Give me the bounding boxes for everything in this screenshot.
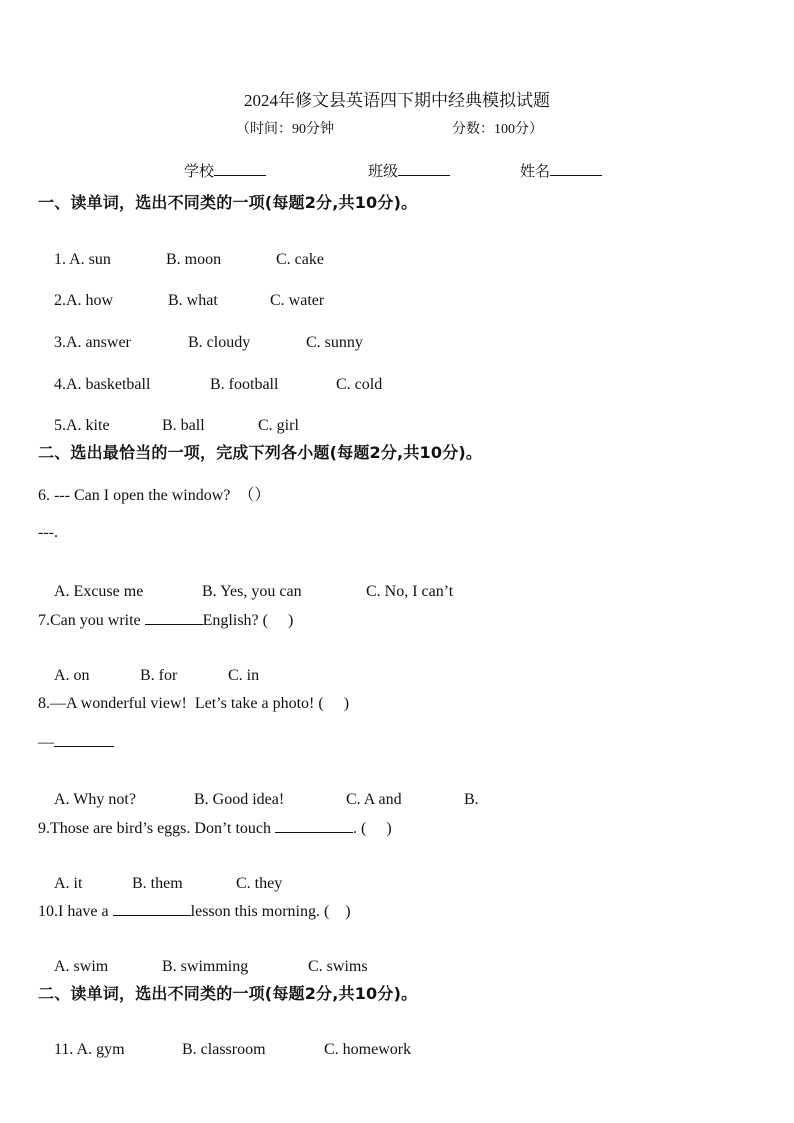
q8-option-d: B.	[464, 791, 479, 808]
q5-option-c: C. girl	[258, 417, 299, 434]
school-label: 学校	[184, 164, 215, 180]
q11-option-c: C. homework	[324, 1041, 412, 1058]
class-label: 班级	[368, 164, 399, 180]
q8-option-b: B. Good idea!	[194, 791, 285, 808]
school-field	[184, 160, 266, 181]
q7-option-c: C. in	[228, 667, 260, 684]
q2-option-c: C. water	[270, 292, 325, 309]
q11-option-b: B. classroom	[182, 1041, 266, 1058]
q3-option-a: 3.A. answer	[54, 334, 131, 351]
class-field	[368, 160, 450, 181]
q10-answer-blank[interactable]	[113, 901, 191, 916]
q8-reply-dash: —	[38, 734, 54, 751]
q8-option-a: A. Why not?	[54, 791, 136, 808]
q3-option-c: C. sunny	[306, 334, 363, 351]
q1-option-c: C. cake	[276, 251, 324, 268]
question-11	[38, 1023, 411, 1077]
section-3-title: 二、读单词，选出不同类的一项(每题2分,共10分)。	[38, 984, 418, 1003]
q7-stem-pre: 7.Can you write	[38, 612, 145, 629]
q10-option-b: B. swimming	[162, 958, 249, 975]
name-label: 姓名	[520, 164, 551, 180]
q1-option-b: B. moon	[166, 251, 222, 268]
q4-option-a: 4.A. basketball	[54, 376, 151, 393]
q10-option-a: A. swim	[54, 958, 109, 975]
q10-stem-post: lesson this morning. ( )	[190, 903, 351, 920]
question-6-reply: ---.	[38, 524, 58, 541]
q3-option-b: B. cloudy	[188, 334, 251, 351]
q6-option-b: B. Yes, you can	[202, 583, 302, 600]
section-2-title: 二、选出最恰当的一项，完成下列各小题(每题2分,共10分)。	[38, 443, 483, 462]
class-blank[interactable]	[398, 161, 450, 176]
q7-stem-post: English? ( )	[202, 612, 294, 629]
q1-option-a: 1. A. sun	[54, 251, 111, 268]
q8-option-c: C. A and	[346, 791, 402, 808]
score-info: 分数：100分）	[452, 122, 543, 137]
question-7-stem	[38, 607, 293, 630]
q5-option-b: B. ball	[162, 417, 205, 434]
section-1-title: 一、读单词，选出不同类的一项(每题2分,共10分)。	[38, 193, 418, 212]
q9-answer-blank[interactable]	[275, 818, 353, 833]
question-6-stem: 6. --- Can I open the window? （）	[38, 487, 271, 504]
question-9-stem	[38, 815, 392, 838]
q7-answer-blank[interactable]	[145, 610, 203, 625]
q10-stem-pre: 10.I have a	[38, 903, 113, 920]
q9-option-a: A. it	[54, 875, 83, 892]
q4-option-c: C. cold	[336, 376, 383, 393]
q5-option-a: 5.A. kite	[54, 417, 110, 434]
question-8-reply	[38, 732, 114, 752]
school-blank[interactable]	[214, 161, 266, 176]
q11-option-a: 11. A. gym	[54, 1041, 125, 1058]
q6-option-a: A. Excuse me	[54, 583, 144, 600]
q2-option-b: B. what	[168, 292, 218, 309]
question-8-stem: 8.—A wonderful view! Let’s take a photo! ( )	[38, 695, 350, 712]
q9-stem-post: . ( )	[353, 820, 392, 837]
name-field	[520, 160, 602, 181]
q4-option-b: B. football	[210, 376, 279, 393]
question-10-stem	[38, 898, 351, 921]
name-blank[interactable]	[550, 161, 602, 176]
time-info: （时间：90分钟	[236, 122, 334, 137]
q9-option-b: B. them	[132, 875, 183, 892]
page-title: 2024年修文县英语四下期中经典模拟试题	[244, 91, 550, 110]
q9-stem-pre: 9.Those are bird’s eggs. Don’t touch	[38, 820, 275, 837]
q7-option-a: A. on	[54, 667, 90, 684]
q8-answer-blank[interactable]	[54, 732, 114, 747]
q10-option-c: C. swims	[308, 958, 368, 975]
q7-option-b: B. for	[140, 667, 178, 684]
q6-option-c: C. No, I can’t	[366, 583, 454, 600]
q2-option-a: 2.A. how	[54, 292, 114, 309]
q9-option-c: C. they	[236, 875, 283, 892]
